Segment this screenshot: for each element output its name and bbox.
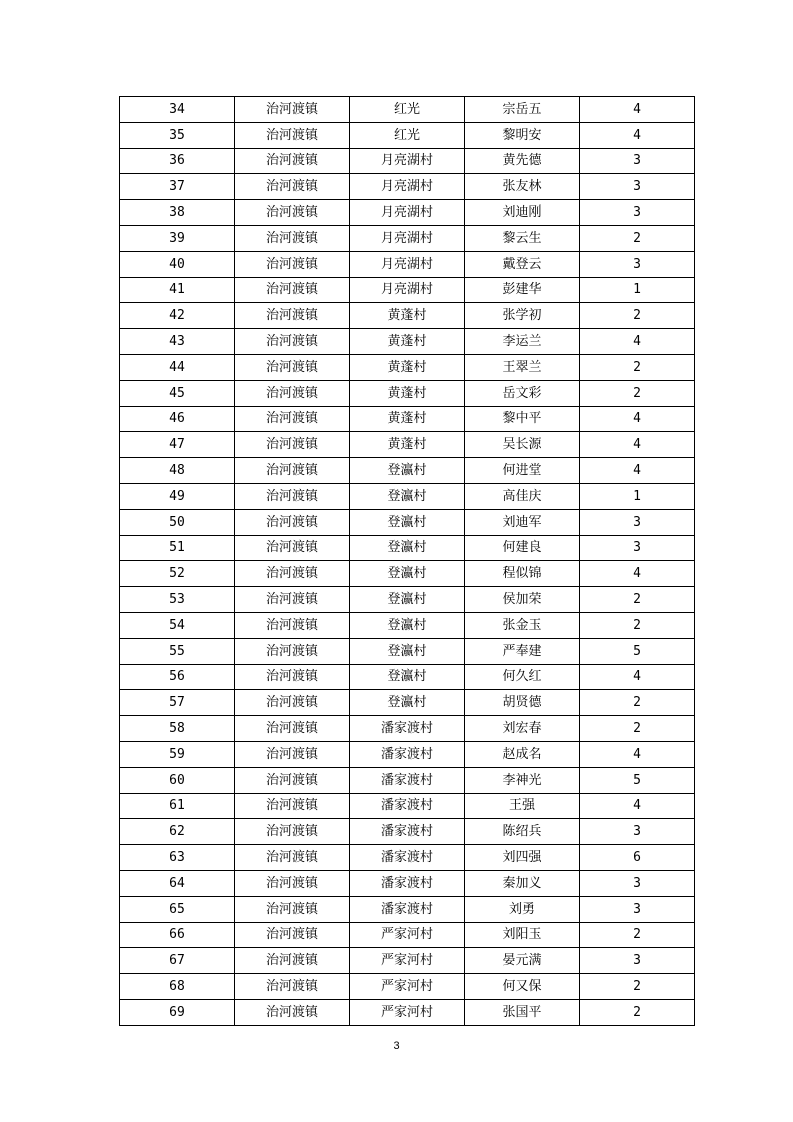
cell-name: 宗岳五 [465,97,580,123]
cell-count: 1 [580,483,695,509]
page-number: 3 [393,1040,400,1052]
cell-name: 刘宏春 [465,716,580,742]
cell-town: 治河渡镇 [235,225,350,251]
cell-count: 2 [580,974,695,1000]
table-row [120,329,695,355]
cell-name: 岳文彩 [465,380,580,406]
table-row [120,535,695,561]
cell-no: 67 [120,948,235,974]
cell-count: 3 [580,509,695,535]
cell-village: 月亮湖村 [350,277,465,303]
cell-village: 潘家渡村 [350,741,465,767]
cell-count: 2 [580,587,695,613]
cell-village: 黄蓬村 [350,432,465,458]
cell-village: 登瀛村 [350,561,465,587]
cell-town: 治河渡镇 [235,303,350,329]
cell-name: 何建良 [465,535,580,561]
table-body [120,97,695,1026]
cell-village: 登瀛村 [350,587,465,613]
cell-town: 治河渡镇 [235,200,350,226]
cell-village: 黄蓬村 [350,406,465,432]
cell-town: 治河渡镇 [235,277,350,303]
cell-town: 治河渡镇 [235,561,350,587]
cell-count: 2 [580,303,695,329]
cell-village: 潘家渡村 [350,896,465,922]
cell-no: 65 [120,896,235,922]
cell-village: 黄蓬村 [350,329,465,355]
cell-no: 66 [120,922,235,948]
table-row [120,354,695,380]
cell-no: 62 [120,819,235,845]
cell-village: 严家河村 [350,999,465,1025]
cell-village: 登瀛村 [350,535,465,561]
table-row [120,922,695,948]
cell-village: 严家河村 [350,922,465,948]
cell-town: 治河渡镇 [235,329,350,355]
cell-name: 李神光 [465,767,580,793]
cell-count: 2 [580,716,695,742]
table-row [120,483,695,509]
cell-no: 57 [120,690,235,716]
cell-no: 34 [120,97,235,123]
cell-count: 4 [580,406,695,432]
cell-no: 58 [120,716,235,742]
cell-count: 2 [580,690,695,716]
cell-name: 张国平 [465,999,580,1025]
cell-count: 3 [580,948,695,974]
cell-name: 赵成名 [465,741,580,767]
cell-town: 治河渡镇 [235,922,350,948]
cell-village: 严家河村 [350,974,465,1000]
cell-town: 治河渡镇 [235,741,350,767]
cell-name: 陈绍兵 [465,819,580,845]
table-row [120,587,695,613]
table-row [120,561,695,587]
cell-town: 治河渡镇 [235,251,350,277]
cell-no: 60 [120,767,235,793]
cell-name: 吴长源 [465,432,580,458]
cell-village: 严家河村 [350,948,465,974]
cell-village: 潘家渡村 [350,716,465,742]
cell-count: 4 [580,561,695,587]
table-row [120,148,695,174]
cell-count: 4 [580,97,695,123]
cell-name: 刘四强 [465,845,580,871]
cell-town: 治河渡镇 [235,870,350,896]
table-row [120,277,695,303]
table-row [120,999,695,1025]
cell-town: 治河渡镇 [235,380,350,406]
cell-no: 48 [120,458,235,484]
cell-village: 黄蓬村 [350,380,465,406]
cell-name: 王翠兰 [465,354,580,380]
cell-name: 秦加义 [465,870,580,896]
cell-count: 3 [580,148,695,174]
table-row [120,612,695,638]
cell-count: 2 [580,380,695,406]
cell-village: 红光 [350,122,465,148]
cell-town: 治河渡镇 [235,122,350,148]
table-row [120,793,695,819]
cell-count: 2 [580,922,695,948]
cell-town: 治河渡镇 [235,819,350,845]
table-row [120,97,695,123]
data-table [119,96,695,1026]
cell-no: 36 [120,148,235,174]
cell-name: 王强 [465,793,580,819]
cell-no: 52 [120,561,235,587]
table-row [120,819,695,845]
cell-no: 38 [120,200,235,226]
cell-count: 5 [580,638,695,664]
cell-no: 45 [120,380,235,406]
cell-town: 治河渡镇 [235,845,350,871]
cell-name: 高佳庆 [465,483,580,509]
cell-no: 69 [120,999,235,1025]
cell-village: 登瀛村 [350,612,465,638]
cell-town: 治河渡镇 [235,587,350,613]
table-row [120,716,695,742]
cell-village: 登瀛村 [350,509,465,535]
cell-no: 56 [120,664,235,690]
cell-village: 月亮湖村 [350,174,465,200]
cell-town: 治河渡镇 [235,97,350,123]
cell-count: 6 [580,845,695,871]
cell-village: 黄蓬村 [350,303,465,329]
cell-town: 治河渡镇 [235,535,350,561]
cell-town: 治河渡镇 [235,174,350,200]
cell-town: 治河渡镇 [235,432,350,458]
cell-town: 治河渡镇 [235,793,350,819]
cell-no: 50 [120,509,235,535]
cell-town: 治河渡镇 [235,509,350,535]
table-row [120,896,695,922]
cell-name: 黎明安 [465,122,580,148]
table-row [120,303,695,329]
cell-count: 4 [580,793,695,819]
cell-no: 61 [120,793,235,819]
cell-no: 43 [120,329,235,355]
cell-count: 3 [580,535,695,561]
cell-village: 潘家渡村 [350,819,465,845]
cell-village: 登瀛村 [350,458,465,484]
cell-village: 潘家渡村 [350,845,465,871]
cell-town: 治河渡镇 [235,716,350,742]
cell-town: 治河渡镇 [235,896,350,922]
cell-village: 月亮湖村 [350,225,465,251]
cell-count: 1 [580,277,695,303]
cell-count: 4 [580,741,695,767]
cell-town: 治河渡镇 [235,483,350,509]
cell-town: 治河渡镇 [235,148,350,174]
cell-town: 治河渡镇 [235,690,350,716]
table-row [120,509,695,535]
cell-town: 治河渡镇 [235,999,350,1025]
cell-name: 刘迪刚 [465,200,580,226]
cell-no: 37 [120,174,235,200]
cell-village: 月亮湖村 [350,148,465,174]
cell-town: 治河渡镇 [235,638,350,664]
cell-name: 何进堂 [465,458,580,484]
cell-town: 治河渡镇 [235,354,350,380]
cell-village: 登瀛村 [350,638,465,664]
cell-no: 47 [120,432,235,458]
cell-count: 4 [580,329,695,355]
table-row [120,870,695,896]
table-row [120,845,695,871]
cell-name: 晏元满 [465,948,580,974]
cell-name: 彭建华 [465,277,580,303]
cell-name: 严奉建 [465,638,580,664]
cell-name: 张友林 [465,174,580,200]
cell-no: 35 [120,122,235,148]
cell-no: 55 [120,638,235,664]
cell-name: 张金玉 [465,612,580,638]
table-row [120,948,695,974]
table-row [120,690,695,716]
table-row [120,664,695,690]
cell-town: 治河渡镇 [235,974,350,1000]
cell-village: 潘家渡村 [350,767,465,793]
cell-no: 59 [120,741,235,767]
cell-village: 黄蓬村 [350,354,465,380]
cell-name: 刘勇 [465,896,580,922]
table-row [120,225,695,251]
cell-no: 40 [120,251,235,277]
cell-name: 何又保 [465,974,580,1000]
cell-count: 4 [580,432,695,458]
cell-village: 潘家渡村 [350,870,465,896]
cell-no: 53 [120,587,235,613]
cell-village: 月亮湖村 [350,200,465,226]
cell-name: 程似锦 [465,561,580,587]
cell-name: 胡贤德 [465,690,580,716]
cell-no: 42 [120,303,235,329]
cell-no: 39 [120,225,235,251]
cell-no: 68 [120,974,235,1000]
table-row [120,432,695,458]
cell-town: 治河渡镇 [235,406,350,432]
cell-count: 3 [580,819,695,845]
cell-count: 3 [580,200,695,226]
table-row [120,741,695,767]
cell-village: 登瀛村 [350,483,465,509]
table-row [120,380,695,406]
cell-count: 2 [580,999,695,1025]
cell-name: 刘迪军 [465,509,580,535]
cell-count: 2 [580,354,695,380]
cell-name: 李运兰 [465,329,580,355]
cell-count: 3 [580,174,695,200]
cell-name: 戴登云 [465,251,580,277]
cell-name: 黄先德 [465,148,580,174]
cell-name: 张学初 [465,303,580,329]
cell-town: 治河渡镇 [235,948,350,974]
cell-no: 54 [120,612,235,638]
cell-village: 月亮湖村 [350,251,465,277]
cell-village: 登瀛村 [350,664,465,690]
cell-count: 3 [580,251,695,277]
cell-village: 登瀛村 [350,690,465,716]
cell-village: 潘家渡村 [350,793,465,819]
cell-town: 治河渡镇 [235,612,350,638]
table-row [120,174,695,200]
table-row [120,122,695,148]
cell-no: 49 [120,483,235,509]
cell-name: 黎云生 [465,225,580,251]
cell-town: 治河渡镇 [235,458,350,484]
cell-count: 4 [580,664,695,690]
cell-name: 黎中平 [465,406,580,432]
cell-count: 4 [580,458,695,484]
cell-no: 63 [120,845,235,871]
cell-no: 46 [120,406,235,432]
cell-no: 41 [120,277,235,303]
table-row [120,200,695,226]
cell-count: 2 [580,225,695,251]
cell-count: 2 [580,612,695,638]
cell-town: 治河渡镇 [235,664,350,690]
cell-count: 3 [580,896,695,922]
cell-count: 5 [580,767,695,793]
table-row [120,458,695,484]
cell-village: 红光 [350,97,465,123]
table-row [120,406,695,432]
table-row [120,638,695,664]
table-row [120,974,695,1000]
cell-name: 何久红 [465,664,580,690]
cell-count: 4 [580,122,695,148]
cell-no: 44 [120,354,235,380]
cell-town: 治河渡镇 [235,767,350,793]
cell-name: 侯加荣 [465,587,580,613]
cell-name: 刘阳玉 [465,922,580,948]
cell-no: 51 [120,535,235,561]
table-row [120,767,695,793]
table-row [120,251,695,277]
cell-count: 3 [580,870,695,896]
cell-no: 64 [120,870,235,896]
